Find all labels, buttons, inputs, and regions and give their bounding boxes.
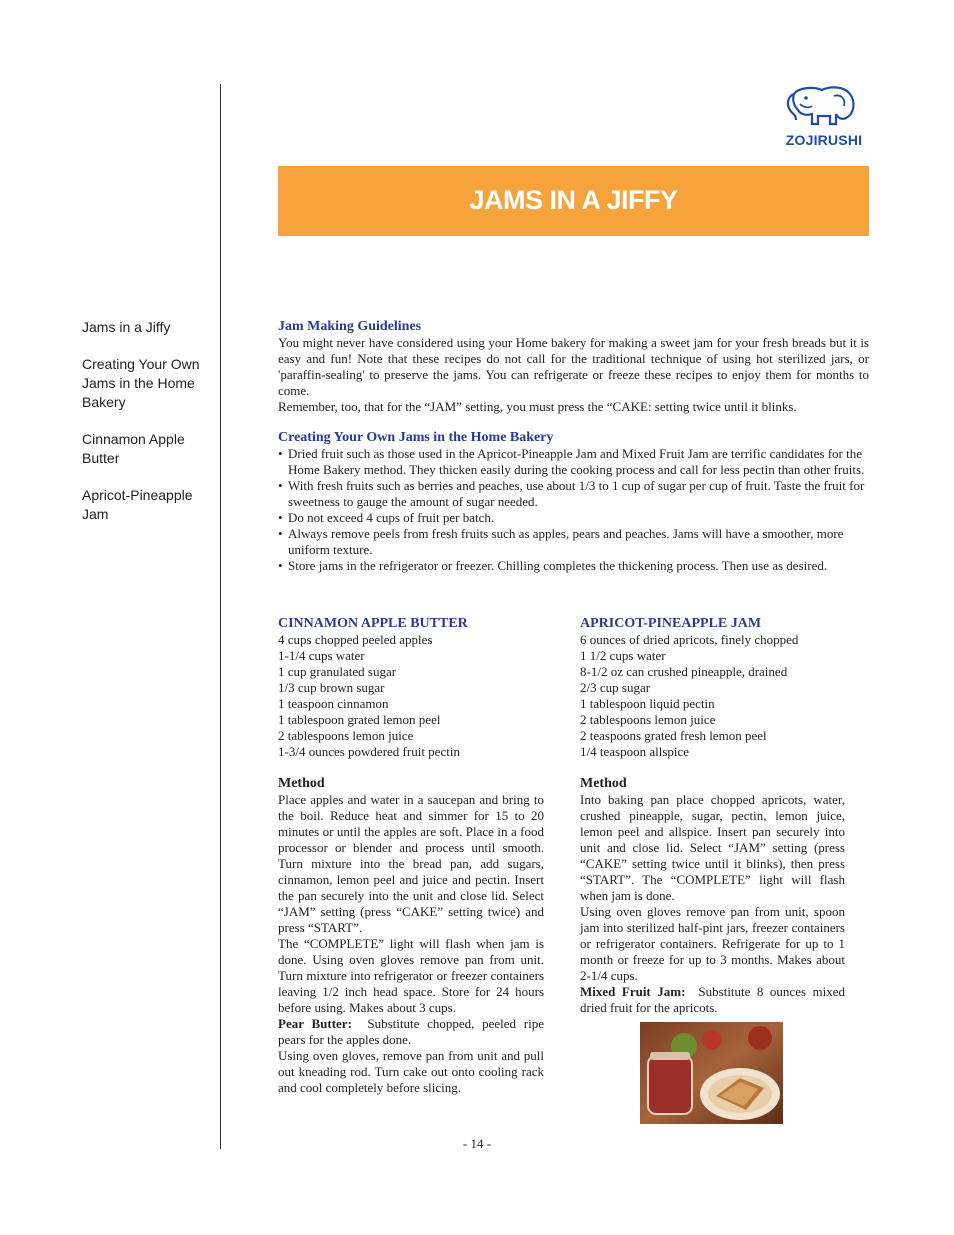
pear-butter-text: Substitute chopped, peeled ripe pears for the apples done. (278, 1016, 544, 1047)
list-item: • Store jams in the refrigerator or freezer. Chilling completes the thickening process. Then use as desired. (278, 558, 869, 574)
page-title: JAMS IN A JIFFY (469, 185, 678, 215)
cinnamon-ingredients (278, 632, 544, 760)
brand-logo (778, 84, 870, 150)
ingredient: 2 tablespoons lemon juice (278, 728, 414, 743)
sidebar-item-apricot-pineapple-jam[interactable]: Apricot-Pineapple Jam (82, 487, 193, 522)
guidelines-section (278, 318, 869, 415)
ingredient: 1/4 teaspoon allspice (580, 744, 690, 759)
list-item: • Do not exceed 4 cups of fruit per batch. (278, 510, 869, 526)
ingredient: 1 1/2 cups water (580, 648, 666, 663)
guidelines-note: Remember, too, that for the “JAM” setting, you must press the “CAKE: setting twice until it blinks. (278, 399, 797, 414)
list-item: • With fresh fruits such as berries and peaches, use about 1/3 to 1 cup of sugar per cup of fruit. Taste the fruit for sweetness to gauge the amount of sugar needed. (278, 478, 869, 510)
sidebar-item-cinnamon-apple-butter[interactable]: Cinnamon Apple Butter (82, 431, 185, 466)
ingredient: 1 tablespoon grated lemon peel (278, 712, 441, 727)
title-banner (278, 166, 869, 236)
cinnamon-method-step: Place apples and water in a saucepan and bring to the boil. Reduce heat and simmer for 15 to 20 minutes or until the apples are soft. Place in a food processor or blender and process until smooth. Turn mixture into the bread pan, add sugars, cinnamon, lemon peel and juice and pectin. Insert the pan securely into the unit and close lid. Select “JAM” setting (press “CAKE” setting twice) and press “START”. (278, 792, 544, 935)
ingredient: 8-1/2 oz can crushed pineapple, drained (580, 664, 788, 679)
brand-name: ZOJIRUSHI (785, 132, 863, 148)
apricot-recipe (580, 615, 845, 1016)
ingredient: 1-1/4 cups water (278, 648, 365, 663)
ingredient: 1 teaspoon cinnamon (278, 696, 389, 711)
ingredient: 1 tablespoon liquid pectin (580, 696, 715, 711)
jam-photo-image (640, 1022, 783, 1124)
sidebar-item-creating-your-own[interactable]: Creating Your Own Jams in the Home Bakery (82, 356, 200, 410)
apricot-method-step: Into baking pan place chopped apricots, water, crushed pineapple, sugar, pectin, lemon juice, lemon peel and allspice. Insert pan securely into unit and close lid. Select “JAM” setting (press “CAKE” setting twice until it blinks), then press “START”. The “COMPLETE” light will flash when jam is done. (580, 792, 845, 903)
ingredient: 1/3 cup brown sugar (278, 680, 385, 695)
ingredient: 6 ounces of dried apricots, finely chopped (580, 632, 799, 647)
pear-butter-label: Pear Butter: (278, 1016, 352, 1031)
ingredient: 4 cups chopped peeled apples (278, 632, 433, 647)
guidelines-heading: Jam Making Guidelines (278, 319, 422, 334)
ingredient: 2 teaspoons grated fresh lemon peel (580, 728, 767, 743)
apricot-ingredients (580, 632, 845, 760)
mixed-fruit-variant (580, 984, 845, 1016)
pear-butter-variant (278, 1016, 544, 1048)
page-number: - 14 - (462, 1136, 492, 1151)
list-item: • Dried fruit such as those used in the Apricot-Pineapple Jam and Mixed Fruit Jam are terrific candidates for the Home Bakery method. They thicken easily during the cooking process and call for less pectin than other fruits. (278, 446, 869, 478)
cinnamon-method-step: Using oven gloves, remove pan from unit and pull out kneading rod. Turn cake out onto cooling rack and cool completely before slicing. (278, 1048, 544, 1095)
elephant-icon (778, 84, 870, 134)
creating-heading: Creating Your Own Jams in the Home Bakery (278, 430, 554, 445)
ingredient: 1-3/4 ounces powdered fruit pectin (278, 744, 460, 759)
guidelines-paragraph: You might never have considered using your Home bakery for making a sweet jam for your fresh breads but it is easy and fun! Note that these recipes do not call for the traditional technique of using hot sterilized jars, or 'paraffin-sealing' to preserve the jams. You can refrigerate or freeze these recipes to enjoy them for months to come. (278, 335, 869, 398)
creating-bullet-list (278, 446, 869, 574)
apricot-method-heading: Method (580, 776, 627, 791)
mixed-fruit-text: Substitute 8 ounces mixed dried fruit for the apricots. (580, 984, 846, 1015)
cinnamon-method-heading: Method (278, 776, 325, 791)
apricot-method-step: Using oven gloves remove pan from unit, spoon jam into sterilized half-pint jars, freezer containers or refrigerator containers. Refrigerate for up to 1 month or freeze for up to 3 months. Makes about 2-1/4 cups. (580, 904, 845, 983)
ingredient: 2/3 cup sugar (580, 680, 651, 695)
sidebar-nav (82, 318, 212, 542)
jam-photo (640, 1022, 783, 1124)
ingredient: 2 tablespoons lemon juice (580, 712, 716, 727)
ingredient: 1 cup granulated sugar (278, 664, 397, 679)
sidebar-item-jams-in-a-jiffy[interactable]: Jams in a Jiffy (82, 319, 171, 335)
cinnamon-method-step: The “COMPLETE” light will flash when jam is done. Using oven gloves remove pan from unit. Turn mixture into refrigerator or freezer containers leaving 1/2 inch head space. Store for 24 hours before using. Makes about 3 cups. (278, 936, 544, 1015)
creating-section (278, 429, 869, 574)
list-item: • Always remove peels from fresh fruits such as apples, pears and peaches. Jams will have a smoother, more uniform texture. (278, 526, 869, 558)
apricot-heading: APRICOT-PINEAPPLE JAM (580, 616, 762, 631)
cinnamon-recipe (278, 615, 544, 1096)
mixed-fruit-label: Mixed Fruit Jam: (580, 984, 686, 999)
cinnamon-heading: CINNAMON APPLE BUTTER (278, 616, 468, 631)
vertical-divider (220, 84, 221, 1149)
